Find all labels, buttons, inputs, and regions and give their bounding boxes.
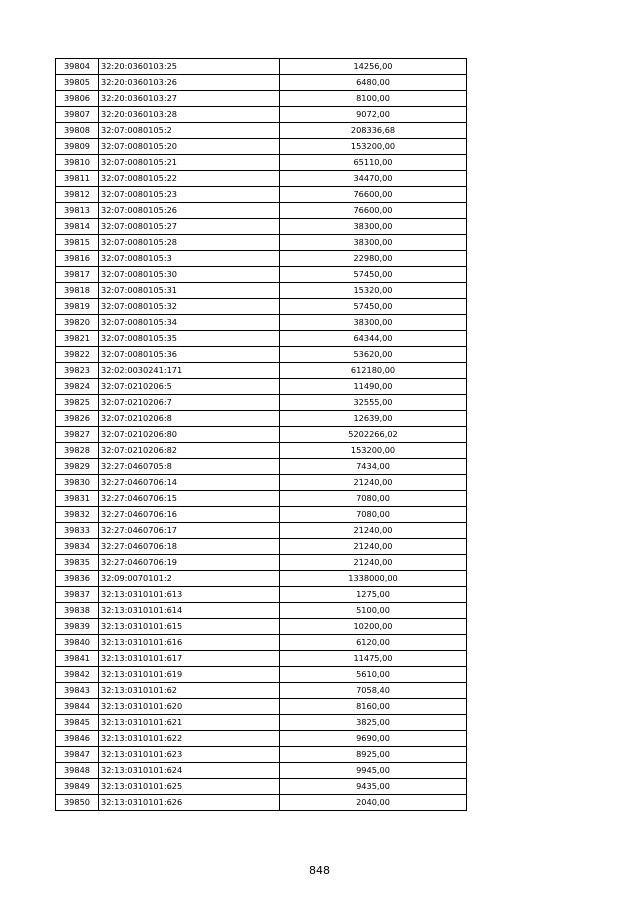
cadastral-value-cell: 57450,00 (280, 267, 467, 283)
row-number-cell: 39847 (56, 747, 99, 763)
cadastral-number-cell: 32:13:0310101:622 (99, 731, 280, 747)
cadastral-number-cell: 32:13:0310101:619 (99, 667, 280, 683)
table-row (56, 347, 467, 363)
cadastral-number-cell: 32:07:0080105:35 (99, 331, 280, 347)
cadastral-value-cell: 5202266,02 (280, 427, 467, 443)
cadastral-value-cell: 21240,00 (280, 539, 467, 555)
cadastral-number-cell: 32:13:0310101:614 (99, 603, 280, 619)
cadastral-value-cell: 53620,00 (280, 347, 467, 363)
table-row (56, 395, 467, 411)
table-row (56, 379, 467, 395)
row-number-cell: 39830 (56, 475, 99, 491)
table-row (56, 715, 467, 731)
cadastral-value-cell: 64344,00 (280, 331, 467, 347)
row-number-cell: 39826 (56, 411, 99, 427)
cadastral-number-cell: 32:13:0310101:626 (99, 795, 280, 811)
table-row (56, 91, 467, 107)
row-number-cell: 39808 (56, 123, 99, 139)
table-row (56, 251, 467, 267)
cadastral-number-cell: 32:07:0080105:27 (99, 219, 280, 235)
table-row (56, 171, 467, 187)
row-number-cell: 39836 (56, 571, 99, 587)
cadastral-number-cell: 32:07:0080105:22 (99, 171, 280, 187)
cadastral-value-cell: 38300,00 (280, 315, 467, 331)
cadastral-number-cell: 32:07:0080105:34 (99, 315, 280, 331)
cadastral-number-cell: 32:07:0210206:80 (99, 427, 280, 443)
table-row (56, 59, 467, 75)
row-number-cell: 39833 (56, 523, 99, 539)
row-number-cell: 39806 (56, 91, 99, 107)
table-row (56, 619, 467, 635)
cadastral-number-cell: 32:13:0310101:624 (99, 763, 280, 779)
cadastral-value-cell: 1275,00 (280, 587, 467, 603)
cadastral-value-cell: 5100,00 (280, 603, 467, 619)
cadastral-value-cell: 6480,00 (280, 75, 467, 91)
table-row (56, 667, 467, 683)
table-row (56, 123, 467, 139)
cadastral-value-cell: 10200,00 (280, 619, 467, 635)
row-number-cell: 39842 (56, 667, 99, 683)
cadastral-value-cell: 76600,00 (280, 203, 467, 219)
cadastral-number-cell: 32:20:0360103:26 (99, 75, 280, 91)
row-number-cell: 39807 (56, 107, 99, 123)
table-row (56, 219, 467, 235)
cadastral-value-cell: 3825,00 (280, 715, 467, 731)
cadastral-value-cell: 57450,00 (280, 299, 467, 315)
cadastral-value-cell: 11490,00 (280, 379, 467, 395)
table-row (56, 507, 467, 523)
table-row (56, 235, 467, 251)
row-number-cell: 39834 (56, 539, 99, 555)
cadastral-number-cell: 32:07:0080105:23 (99, 187, 280, 203)
table-row (56, 523, 467, 539)
row-number-cell: 39810 (56, 155, 99, 171)
cadastral-number-cell: 32:13:0310101:617 (99, 651, 280, 667)
cadastral-value-cell: 6120,00 (280, 635, 467, 651)
cadastral-number-cell: 32:20:0360103:27 (99, 91, 280, 107)
row-number-cell: 39809 (56, 139, 99, 155)
row-number-cell: 39815 (56, 235, 99, 251)
row-number-cell: 39824 (56, 379, 99, 395)
cadastral-number-cell: 32:07:0080105:26 (99, 203, 280, 219)
table-row (56, 315, 467, 331)
row-number-cell: 39839 (56, 619, 99, 635)
cadastral-number-cell: 32:07:0080105:31 (99, 283, 280, 299)
page-number: 848 (309, 864, 330, 877)
row-number-cell: 39831 (56, 491, 99, 507)
table-row (56, 427, 467, 443)
row-number-cell: 39818 (56, 283, 99, 299)
cadastral-value-cell: 9435,00 (280, 779, 467, 795)
table-row (56, 187, 467, 203)
row-number-cell: 39814 (56, 219, 99, 235)
table-row (56, 155, 467, 171)
cadastral-value-cell: 38300,00 (280, 235, 467, 251)
row-number-cell: 39825 (56, 395, 99, 411)
cadastral-value-cell: 7058,40 (280, 683, 467, 699)
cadastral-value-cell: 15320,00 (280, 283, 467, 299)
row-number-cell: 39829 (56, 459, 99, 475)
cadastral-value-cell: 32555,00 (280, 395, 467, 411)
cadastral-value-cell: 21240,00 (280, 475, 467, 491)
row-number-cell: 39844 (56, 699, 99, 715)
table-row (56, 107, 467, 123)
cadastral-value-cell: 9072,00 (280, 107, 467, 123)
row-number-cell: 39822 (56, 347, 99, 363)
table-row (56, 795, 467, 811)
cadastral-number-cell: 32:27:0460706:15 (99, 491, 280, 507)
cadastral-value-cell: 5610,00 (280, 667, 467, 683)
table-row (56, 539, 467, 555)
row-number-cell: 39812 (56, 187, 99, 203)
cadastral-number-cell: 32:27:0460706:19 (99, 555, 280, 571)
cadastral-number-cell: 32:07:0080105:20 (99, 139, 280, 155)
table-row (56, 571, 467, 587)
cadastral-value-cell: 21240,00 (280, 523, 467, 539)
cadastral-number-cell: 32:27:0460706:14 (99, 475, 280, 491)
cadastral-number-cell: 32:07:0210206:82 (99, 443, 280, 459)
cadastral-number-cell: 32:07:0080105:30 (99, 267, 280, 283)
row-number-cell: 39846 (56, 731, 99, 747)
cadastral-number-cell: 32:07:0080105:36 (99, 347, 280, 363)
table-row (56, 459, 467, 475)
cadastral-value-cell: 7080,00 (280, 507, 467, 523)
cadastral-value-cell: 14256,00 (280, 59, 467, 75)
cadastral-value-cell: 8925,00 (280, 747, 467, 763)
cadastral-number-cell: 32:13:0310101:621 (99, 715, 280, 731)
row-number-cell: 39835 (56, 555, 99, 571)
cadastral-number-cell: 32:07:0080105:28 (99, 235, 280, 251)
cadastral-value-cell: 612180,00 (280, 363, 467, 379)
cadastral-number-cell: 32:27:0460705:8 (99, 459, 280, 475)
cadastral-number-cell: 32:09:0070101:2 (99, 571, 280, 587)
row-number-cell: 39805 (56, 75, 99, 91)
cadastral-number-cell: 32:07:0080105:2 (99, 123, 280, 139)
cadastral-value-cell: 7434,00 (280, 459, 467, 475)
cadastral-value-cell: 21240,00 (280, 555, 467, 571)
row-number-cell: 39817 (56, 267, 99, 283)
table-row (56, 203, 467, 219)
row-number-cell: 39837 (56, 587, 99, 603)
row-number-cell: 39849 (56, 779, 99, 795)
cadastral-number-cell: 32:27:0460706:16 (99, 507, 280, 523)
row-number-cell: 39845 (56, 715, 99, 731)
table-body (56, 59, 467, 811)
table-row (56, 139, 467, 155)
row-number-cell: 39811 (56, 171, 99, 187)
cadastral-value-cell: 8100,00 (280, 91, 467, 107)
cadastral-number-cell: 32:13:0310101:623 (99, 747, 280, 763)
cadastral-number-cell: 32:27:0460706:18 (99, 539, 280, 555)
cadastral-value-cell: 9690,00 (280, 731, 467, 747)
row-number-cell: 39823 (56, 363, 99, 379)
row-number-cell: 39821 (56, 331, 99, 347)
cadastral-number-cell: 32:13:0310101:625 (99, 779, 280, 795)
table-row (56, 555, 467, 571)
cadastral-value-cell: 11475,00 (280, 651, 467, 667)
cadastral-value-cell: 38300,00 (280, 219, 467, 235)
table-row (56, 299, 467, 315)
row-number-cell: 39816 (56, 251, 99, 267)
table-row (56, 267, 467, 283)
cadastral-value-cell: 153200,00 (280, 139, 467, 155)
row-number-cell: 39840 (56, 635, 99, 651)
cadastral-number-cell: 32:07:0080105:32 (99, 299, 280, 315)
table-row (56, 779, 467, 795)
table-row (56, 443, 467, 459)
table-row (56, 283, 467, 299)
table-row (56, 651, 467, 667)
cadastral-number-cell: 32:07:0080105:3 (99, 251, 280, 267)
cadastral-number-cell: 32:13:0310101:616 (99, 635, 280, 651)
cadastral-value-table (55, 58, 467, 811)
cadastral-number-cell: 32:13:0310101:620 (99, 699, 280, 715)
row-number-cell: 39828 (56, 443, 99, 459)
cadastral-value-cell: 65110,00 (280, 155, 467, 171)
cadastral-value-cell: 34470,00 (280, 171, 467, 187)
cadastral-number-cell: 32:07:0080105:21 (99, 155, 280, 171)
cadastral-number-cell: 32:13:0310101:62 (99, 683, 280, 699)
cadastral-value-cell: 22980,00 (280, 251, 467, 267)
cadastral-number-cell: 32:02:0030241:171 (99, 363, 280, 379)
table-row (56, 363, 467, 379)
cadastral-value-cell: 8160,00 (280, 699, 467, 715)
table-row (56, 683, 467, 699)
cadastral-number-cell: 32:13:0310101:615 (99, 619, 280, 635)
row-number-cell: 39832 (56, 507, 99, 523)
cadastral-value-cell: 12639,00 (280, 411, 467, 427)
cadastral-value-cell: 1338000,00 (280, 571, 467, 587)
cadastral-number-cell: 32:07:0210206:8 (99, 411, 280, 427)
cadastral-number-cell: 32:07:0210206:7 (99, 395, 280, 411)
row-number-cell: 39843 (56, 683, 99, 699)
table-row (56, 491, 467, 507)
cadastral-number-cell: 32:13:0310101:613 (99, 587, 280, 603)
table-row (56, 635, 467, 651)
table-row (56, 587, 467, 603)
table-row (56, 475, 467, 491)
cadastral-number-cell: 32:07:0210206:5 (99, 379, 280, 395)
table-row (56, 763, 467, 779)
row-number-cell: 39819 (56, 299, 99, 315)
cadastral-number-cell: 32:20:0360103:25 (99, 59, 280, 75)
row-number-cell: 39848 (56, 763, 99, 779)
cadastral-value-cell: 208336,68 (280, 123, 467, 139)
table-row (56, 603, 467, 619)
row-number-cell: 39827 (56, 427, 99, 443)
cadastral-value-cell: 2040,00 (280, 795, 467, 811)
row-number-cell: 39820 (56, 315, 99, 331)
cadastral-number-cell: 32:20:0360103:28 (99, 107, 280, 123)
cadastral-number-cell: 32:27:0460706:17 (99, 523, 280, 539)
cadastral-value-cell: 76600,00 (280, 187, 467, 203)
row-number-cell: 39813 (56, 203, 99, 219)
cadastral-value-cell: 153200,00 (280, 443, 467, 459)
table-row (56, 411, 467, 427)
row-number-cell: 39838 (56, 603, 99, 619)
table-row (56, 331, 467, 347)
table-row (56, 699, 467, 715)
cadastral-value-cell: 9945,00 (280, 763, 467, 779)
table-row (56, 747, 467, 763)
table-row (56, 75, 467, 91)
row-number-cell: 39841 (56, 651, 99, 667)
table-row (56, 731, 467, 747)
row-number-cell: 39850 (56, 795, 99, 811)
cadastral-value-cell: 7080,00 (280, 491, 467, 507)
row-number-cell: 39804 (56, 59, 99, 75)
